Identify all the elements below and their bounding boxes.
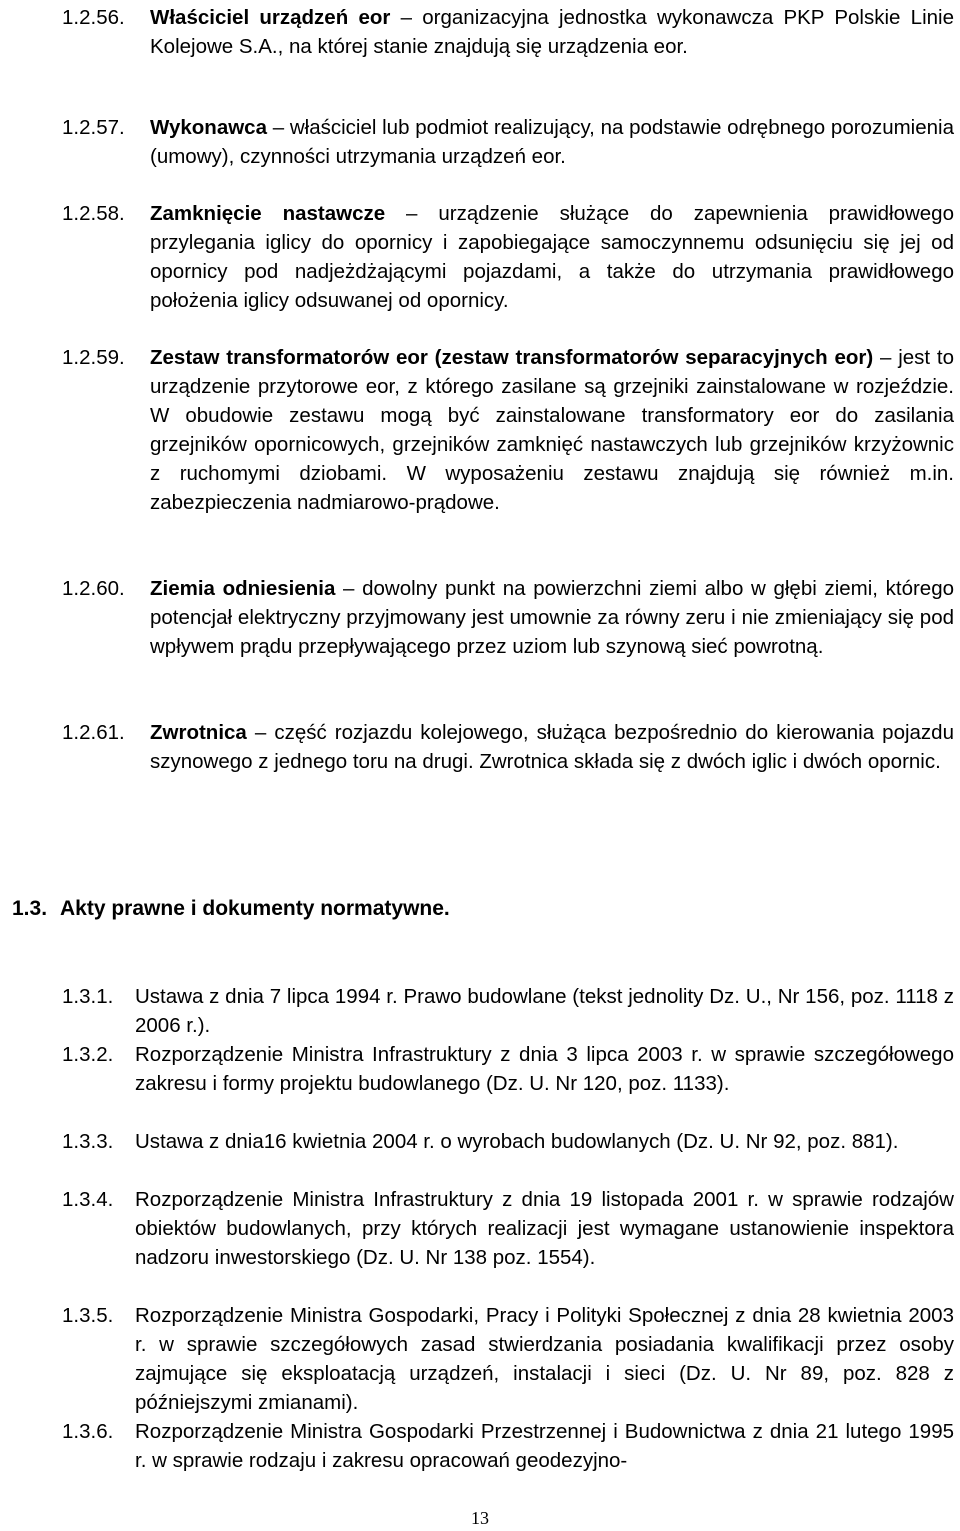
reference-item xyxy=(62,1127,954,1156)
definition-number: 1.2.58. xyxy=(62,202,125,225)
definition-term: Właściciel urządzeń eor xyxy=(150,6,391,29)
reference-number: 1.3.5. xyxy=(62,1304,114,1327)
definition-text: – urządzenie służące do zapewnienia prawidłowego przylegania iglicy do opornicy i zapobiegające samoczynnemu odsunięciu się jej od opornicy pod nadjeżdżającymi pojazdami, a także do utrzymania prawidłowego położenia iglicy odsuwanej od opornicy. xyxy=(150,202,954,312)
definition-text: – jest to urządzenie przytorowe eor, z którego zasilane są grzejniki zainstalowane w rozjeździe. W obudowie zestawu mogą być zainstalowane transformatory eor do zasilania grzejników opornicowych, grzejników zamknięć nastawczych lub grzejników krzyżownic z ruchomymi dziobami. W wyposażeniu zestawu znajdują się również m.in. zabezpieczenia nadmiarowo-prądowe. xyxy=(150,346,954,514)
definition-text: – dowolny punkt na powierzchni ziemi albo w głębi ziemi, którego potencjał elektryczny przyjmowany jest umownie za równy zeru i nie zmieniający się pod wpływem prądu przepływającego przez uziom lub szynową sieć powrotną. xyxy=(150,577,955,658)
reference-text: Ustawa z dnia16 kwietnia 2004 r. o wyrobach budowlanych (Dz. U. Nr 92, poz. 881). xyxy=(135,1130,899,1153)
definition-number: 1.2.61. xyxy=(62,721,125,744)
reference-number: 1.3.6. xyxy=(62,1420,114,1443)
definition-text: – organizacyjna jednostka wykonawcza PKP Polskie Linie Kolejowe S.A., na której stanie znajdują się urządzenia eor. xyxy=(150,6,954,58)
reference-text: Rozporządzenie Ministra Gospodarki, Pracy i Polityki Społecznej z dnia 28 kwietnia 2003 r. w sprawie szczegółowych zasad stwierdzania posiadania kwalifikacji przez osoby zajmujące się eksploatacją urządzeń, instalacji i sieci (Dz. U. Nr 89, poz. 828 z późniejszymi zmianami). xyxy=(135,1304,954,1414)
definition-item xyxy=(62,199,954,315)
page-number: 13 xyxy=(471,1508,489,1528)
definition-text: – właściciel lub podmiot realizujący, na podstawie odrębnego porozumienia (umowy), czynności utrzymania urządzeń eor. xyxy=(150,116,954,168)
definition-text: – część rozjazdu kolejowego, służąca bezpośrednio do kierowania pojazdu szynowego z jednego toru na drugi. Zwrotnica składa się z dwóch iglic i dwóch opornic. xyxy=(150,721,954,773)
definition-number: 1.2.56. xyxy=(62,6,125,29)
definition-number: 1.2.60. xyxy=(62,577,125,600)
definition-number: 1.2.57. xyxy=(62,116,125,139)
definition-item xyxy=(62,343,954,517)
definition-item xyxy=(62,574,954,661)
definition-term: Ziemia odniesienia xyxy=(150,577,336,600)
reference-text: Rozporządzenie Ministra Gospodarki Przestrzennej i Budownictwa z dnia 21 lutego 1995 r. w sprawie rodzaju i zakresu opracowań geodezyjno- xyxy=(135,1420,954,1472)
section-number: 1.3. xyxy=(12,897,48,920)
definition-item xyxy=(62,113,954,171)
reference-item xyxy=(62,982,954,1040)
definition-term: Zestaw transformatorów eor (zestaw transformatorów separacyjnych eor) xyxy=(150,346,874,369)
section-title: Akty prawne i dokumenty normatywne. xyxy=(60,897,450,920)
definition-item xyxy=(62,718,954,776)
reference-number: 1.3.3. xyxy=(62,1130,114,1153)
reference-item xyxy=(62,1185,954,1272)
reference-number: 1.3.4. xyxy=(62,1188,114,1211)
definition-term: Wykonawca xyxy=(150,116,267,139)
definition-item xyxy=(62,3,954,61)
definition-body xyxy=(150,113,954,171)
definition-body xyxy=(150,3,954,61)
definition-body xyxy=(150,718,954,776)
reference-text: Rozporządzenie Ministra Infrastruktury z dnia 19 listopada 2001 r. w sprawie rodzajów obiektów budowlanych, przy których realizacji jest wymagane ustanowienie inspektora nadzoru inwestorskiego (Dz. U. Nr 138 poz. 1554). xyxy=(135,1188,954,1269)
definition-term: Zwrotnica xyxy=(150,721,247,744)
definition-term: Zamknięcie nastawcze xyxy=(150,202,386,225)
reference-item xyxy=(62,1040,954,1098)
section-heading xyxy=(12,894,450,924)
reference-text: Ustawa z dnia 7 lipca 1994 r. Prawo budowlane (tekst jednolity Dz. U., Nr 156, poz. 1118 z 2006 r.). xyxy=(135,985,954,1037)
reference-number: 1.3.1. xyxy=(62,985,114,1008)
reference-item xyxy=(62,1301,954,1417)
definition-body xyxy=(150,199,954,315)
definition-number: 1.2.59. xyxy=(62,346,125,369)
reference-text: Rozporządzenie Ministra Infrastruktury z dnia 3 lipca 2003 r. w sprawie szczegółowego zakresu i formy projektu budowlanego (Dz. U. Nr 120, poz. 1133). xyxy=(135,1043,954,1095)
reference-item xyxy=(62,1417,954,1475)
reference-number: 1.3.2. xyxy=(62,1043,114,1066)
definition-body xyxy=(150,343,954,517)
definition-body xyxy=(150,574,954,661)
